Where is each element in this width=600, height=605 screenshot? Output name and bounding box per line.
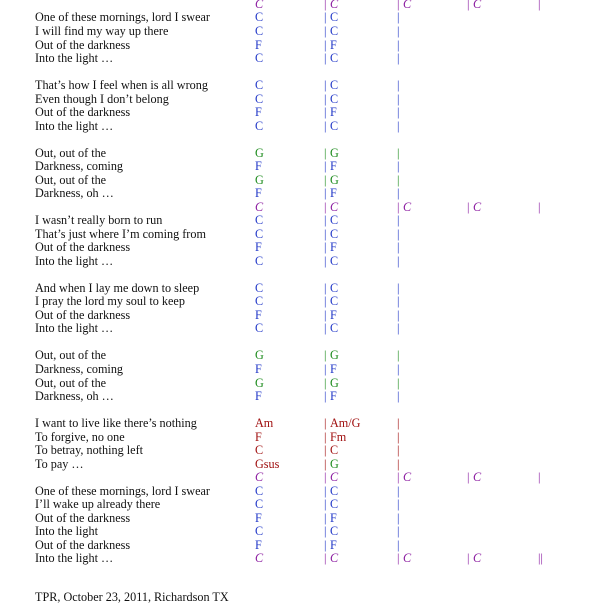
- lyric-text: To pay …: [35, 457, 84, 471]
- bar-line: |: [397, 0, 400, 11]
- chord-symbol: G: [255, 146, 264, 160]
- chord-symbol: C: [255, 10, 264, 24]
- bar-line: |: [397, 362, 400, 376]
- bar-line: |: [397, 281, 400, 295]
- chord-symbol: F: [255, 240, 262, 254]
- bar-line: |: [324, 78, 327, 92]
- chord-symbol: F: [255, 38, 262, 52]
- lyric-text: Into the light …: [35, 321, 114, 335]
- chord-symbol: G: [255, 173, 264, 187]
- bar-line: |: [397, 78, 400, 92]
- bar-line: |: [324, 443, 327, 457]
- lyric-text: Darkness, coming: [35, 362, 124, 376]
- bar-line: |: [397, 186, 400, 200]
- sheet-line: [0, 200, 600, 214]
- bar-line: |: [324, 524, 327, 538]
- bar-line: |: [324, 173, 327, 187]
- chord-symbol: F: [255, 538, 262, 552]
- bar-line: |: [324, 281, 327, 295]
- bar-line: |: [324, 430, 327, 444]
- bar-line: |: [324, 186, 327, 200]
- chord-symbol: F: [330, 105, 337, 119]
- chord-symbol: F: [330, 511, 337, 525]
- chord-symbol: C: [255, 119, 264, 133]
- bar-line: |: [324, 51, 327, 65]
- chord-symbol: F: [330, 538, 337, 552]
- sheet-line: [0, 294, 600, 308]
- bar-line: |: [324, 376, 327, 390]
- bar-line: |: [397, 430, 400, 444]
- chord-symbol: C: [255, 484, 264, 498]
- bar-line: |: [324, 389, 327, 403]
- bar-line: |: [324, 294, 327, 308]
- chord-symbol: C: [255, 227, 264, 241]
- lyric-text: And when I lay me down to sleep: [35, 281, 200, 295]
- bar-line: |: [397, 308, 400, 322]
- lyric-text: Out of the darkness: [35, 240, 131, 254]
- lyric-text: Out of the darkness: [35, 38, 131, 52]
- bar-line: |: [397, 173, 400, 187]
- chord-symbol: F: [255, 159, 262, 173]
- bar-line: |: [397, 321, 400, 335]
- bar-line: |: [397, 24, 400, 38]
- bar-line: |: [538, 200, 541, 214]
- chord-symbol: C: [330, 321, 339, 335]
- lyric-text: Into the light …: [35, 51, 114, 65]
- sheet-line: [0, 389, 600, 403]
- bar-line: |: [397, 38, 400, 52]
- lyric-text: Into the light …: [35, 254, 114, 268]
- bar-line: |: [397, 200, 400, 214]
- bar-line: |: [324, 159, 327, 173]
- lyric-text: Into the light …: [35, 551, 114, 565]
- sheet-line: [0, 443, 600, 457]
- sheet-line: [0, 497, 600, 511]
- chord-symbol: C: [330, 51, 339, 65]
- bar-line: |: [324, 511, 327, 525]
- chord-symbol: C: [330, 78, 339, 92]
- lyric-text: Out, out of the: [35, 348, 107, 362]
- bar-line: |: [324, 538, 327, 552]
- lyric-text: Into the light …: [35, 119, 114, 133]
- bar-line: |: [324, 497, 327, 511]
- sheet-line: [0, 10, 600, 24]
- chord-symbol: C: [330, 254, 339, 268]
- bar-line: |: [397, 511, 400, 525]
- chord-symbol: Fm: [330, 430, 347, 444]
- bar-line: |: [324, 92, 327, 106]
- sheet-line: [0, 281, 600, 295]
- chord-symbol: C: [255, 497, 264, 511]
- sheet-line: [0, 92, 600, 106]
- lyric-text: Even though I don’t belong: [35, 92, 169, 106]
- chord-symbol: F: [255, 511, 262, 525]
- chord-symbol: C: [403, 470, 412, 484]
- chord-symbol: C: [330, 443, 339, 457]
- lyric-text: Darkness, oh …: [35, 389, 114, 403]
- sheet-line: [0, 227, 600, 241]
- bar-line: |: [397, 227, 400, 241]
- lyric-text: Out of the darkness: [35, 105, 131, 119]
- sheet-line: [0, 24, 600, 38]
- chord-symbol: F: [330, 362, 337, 376]
- chord-symbol: C: [330, 294, 339, 308]
- chord-symbol: G: [330, 376, 339, 390]
- chord-symbol: G: [255, 348, 264, 362]
- bar-line: |: [538, 470, 541, 484]
- bar-line: |: [324, 10, 327, 24]
- sheet-line: [0, 511, 600, 525]
- chord-symbol: G: [255, 376, 264, 390]
- sheet-line: [0, 348, 600, 362]
- chord-symbol: C: [473, 200, 482, 214]
- chord-symbol: C: [330, 200, 339, 214]
- sheet-line: [0, 105, 600, 119]
- lyric-text: That’s just where I’m coming from: [35, 227, 206, 241]
- lyric-text: Out, out of the: [35, 376, 107, 390]
- bar-line: |: [324, 362, 327, 376]
- lyric-text: To betray, nothing left: [35, 443, 144, 457]
- lyric-text: Darkness, oh …: [35, 186, 114, 200]
- bar-line: |: [397, 51, 400, 65]
- bar-line: |: [324, 470, 327, 484]
- bar-line: |: [467, 470, 470, 484]
- lyric-text: Out, out of the: [35, 146, 107, 160]
- sheet-line: [0, 173, 600, 187]
- sheet-line: [0, 186, 600, 200]
- bar-line: |: [397, 443, 400, 457]
- lyric-text: Out, out of the: [35, 173, 107, 187]
- bar-line: |: [467, 551, 470, 565]
- lyric-text: Out of the darkness: [35, 511, 131, 525]
- bar-line: |: [467, 200, 470, 214]
- chord-symbol: C: [330, 497, 339, 511]
- bar-line: |: [324, 457, 327, 471]
- chord-symbol: C: [330, 551, 339, 565]
- lyric-text: I’ll wake up already there: [35, 497, 161, 511]
- bar-line: ||: [538, 551, 543, 565]
- bar-line: |: [324, 105, 327, 119]
- chord-symbol: F: [255, 308, 262, 322]
- bar-line: |: [397, 105, 400, 119]
- bar-line: |: [324, 240, 327, 254]
- chord-symbol: C: [255, 294, 264, 308]
- sheet-line: [0, 470, 600, 484]
- bar-line: |: [324, 227, 327, 241]
- chord-symbol: F: [330, 186, 337, 200]
- bar-line: |: [397, 416, 400, 430]
- sheet-line: [0, 538, 600, 552]
- chord-symbol: C: [330, 227, 339, 241]
- bar-line: |: [397, 538, 400, 552]
- bar-line: |: [397, 10, 400, 24]
- lyric-text: Out of the darkness: [35, 308, 131, 322]
- bar-line: |: [397, 376, 400, 390]
- bar-line: |: [397, 497, 400, 511]
- chord-symbol: C: [403, 200, 412, 214]
- bar-line: |: [397, 470, 400, 484]
- chord-symbol: C: [330, 213, 339, 227]
- lyric-text: Darkness, coming: [35, 159, 124, 173]
- sheet-line: [0, 213, 600, 227]
- chord-symbol: F: [330, 308, 337, 322]
- sheet-line: [0, 119, 600, 133]
- chord-symbol: C: [255, 321, 264, 335]
- lyric-text: Out of the darkness: [35, 538, 131, 552]
- chord-symbol: F: [255, 389, 262, 403]
- chord-symbol: C: [330, 24, 339, 38]
- chord-symbol: C: [473, 551, 482, 565]
- chord-symbol: C: [255, 92, 264, 106]
- sheet-line: [0, 457, 600, 471]
- sheet-line: [0, 308, 600, 322]
- bar-line: |: [324, 119, 327, 133]
- sheet-line: [0, 416, 600, 430]
- lyric-text: One of these mornings, lord I swear: [35, 10, 210, 24]
- chord-symbol: Am: [255, 416, 274, 430]
- chord-symbol: F: [330, 240, 337, 254]
- bar-line: |: [324, 484, 327, 498]
- chord-symbol: C: [255, 281, 264, 295]
- bar-line: |: [324, 308, 327, 322]
- chord-symbol: C: [330, 524, 339, 538]
- bar-line: |: [324, 200, 327, 214]
- sheet-line: [0, 362, 600, 376]
- sheet-line: [0, 38, 600, 52]
- sheet-line: [0, 321, 600, 335]
- lyric-text: To forgive, no one: [35, 430, 125, 444]
- chord-symbol: C: [255, 551, 264, 565]
- chord-symbol: C: [330, 10, 339, 24]
- chord-symbol: G: [330, 457, 339, 471]
- bar-line: |: [324, 551, 327, 565]
- chord-symbol: F: [330, 38, 337, 52]
- sheet-line: [0, 78, 600, 92]
- bar-line: |: [397, 254, 400, 268]
- bar-line: |: [397, 159, 400, 173]
- lyric-text: I want to live like there’s nothing: [35, 416, 197, 430]
- sheet-line: [0, 484, 600, 498]
- bar-line: |: [324, 348, 327, 362]
- chord-symbol: G: [330, 348, 339, 362]
- bar-line: |: [397, 348, 400, 362]
- bar-line: |: [538, 0, 541, 11]
- chord-symbol: C: [330, 281, 339, 295]
- chord-symbol: C: [330, 484, 339, 498]
- lyric-text: I will find my way up there: [35, 24, 169, 38]
- bar-line: |: [324, 146, 327, 160]
- bar-line: |: [324, 213, 327, 227]
- bar-line: |: [397, 92, 400, 106]
- bar-line: |: [397, 119, 400, 133]
- bar-line: |: [324, 416, 327, 430]
- bar-line: |: [397, 294, 400, 308]
- chord-symbol: C: [255, 213, 264, 227]
- chord-symbol: C: [255, 470, 264, 484]
- chord-symbol: C: [255, 24, 264, 38]
- sheet-line: [0, 51, 600, 65]
- sheet-line: [0, 376, 600, 390]
- chord-symbol: C: [255, 51, 264, 65]
- bar-line: |: [397, 213, 400, 227]
- sheet-line: [0, 159, 600, 173]
- chord-symbol: C: [330, 92, 339, 106]
- bar-line: |: [324, 24, 327, 38]
- chord-symbol: C: [255, 200, 264, 214]
- chord-symbol: C: [255, 254, 264, 268]
- chord-symbol: Gsus: [255, 457, 280, 471]
- chord-symbol: C: [255, 443, 264, 457]
- lyric-text: I wasn’t really born to run: [35, 213, 163, 227]
- chord-symbol: C: [255, 0, 264, 11]
- chord-symbol: F: [255, 105, 262, 119]
- chord-symbol: C: [330, 470, 339, 484]
- lyric-text: That’s how I feel when is all wrong: [35, 78, 208, 92]
- chord-symbol: F: [330, 159, 337, 173]
- chord-symbol: F: [330, 389, 337, 403]
- chord-symbol: F: [255, 430, 262, 444]
- bar-line: |: [397, 240, 400, 254]
- bar-line: |: [324, 321, 327, 335]
- chord-symbol: C: [255, 524, 264, 538]
- bar-line: |: [397, 484, 400, 498]
- bar-line: |: [397, 457, 400, 471]
- bar-line: |: [397, 551, 400, 565]
- sheet-line: [0, 551, 600, 565]
- chord-symbol: C: [330, 119, 339, 133]
- bar-line: |: [397, 389, 400, 403]
- sheet-line: [0, 430, 600, 444]
- bar-line: |: [324, 0, 327, 11]
- chord-symbol: C: [403, 0, 412, 11]
- sheet-line: [0, 240, 600, 254]
- sheet-line: [0, 524, 600, 538]
- bar-line: |: [397, 146, 400, 160]
- bar-line: |: [324, 38, 327, 52]
- chord-symbol: G: [330, 173, 339, 187]
- chord-symbol: F: [255, 186, 262, 200]
- footer-credit: TPR, October 23, 2011, Richardson TX: [35, 590, 229, 604]
- bar-line: |: [324, 254, 327, 268]
- chord-symbol: C: [403, 551, 412, 565]
- bar-line: |: [467, 0, 470, 11]
- bar-line: |: [397, 524, 400, 538]
- sheet-line: [0, 254, 600, 268]
- chord-symbol: Am/G: [330, 416, 361, 430]
- chord-symbol: C: [473, 470, 482, 484]
- chord-symbol: C: [473, 0, 482, 11]
- lyric-text: I pray the lord my soul to keep: [35, 294, 185, 308]
- chord-symbol: F: [255, 362, 262, 376]
- chord-symbol: C: [330, 0, 339, 11]
- lyric-text: One of these mornings, lord I swear: [35, 484, 210, 498]
- chord-symbol: C: [255, 78, 264, 92]
- sheet-line: [0, 146, 600, 160]
- chord-symbol: G: [330, 146, 339, 160]
- lyric-text: Into the light: [35, 524, 98, 538]
